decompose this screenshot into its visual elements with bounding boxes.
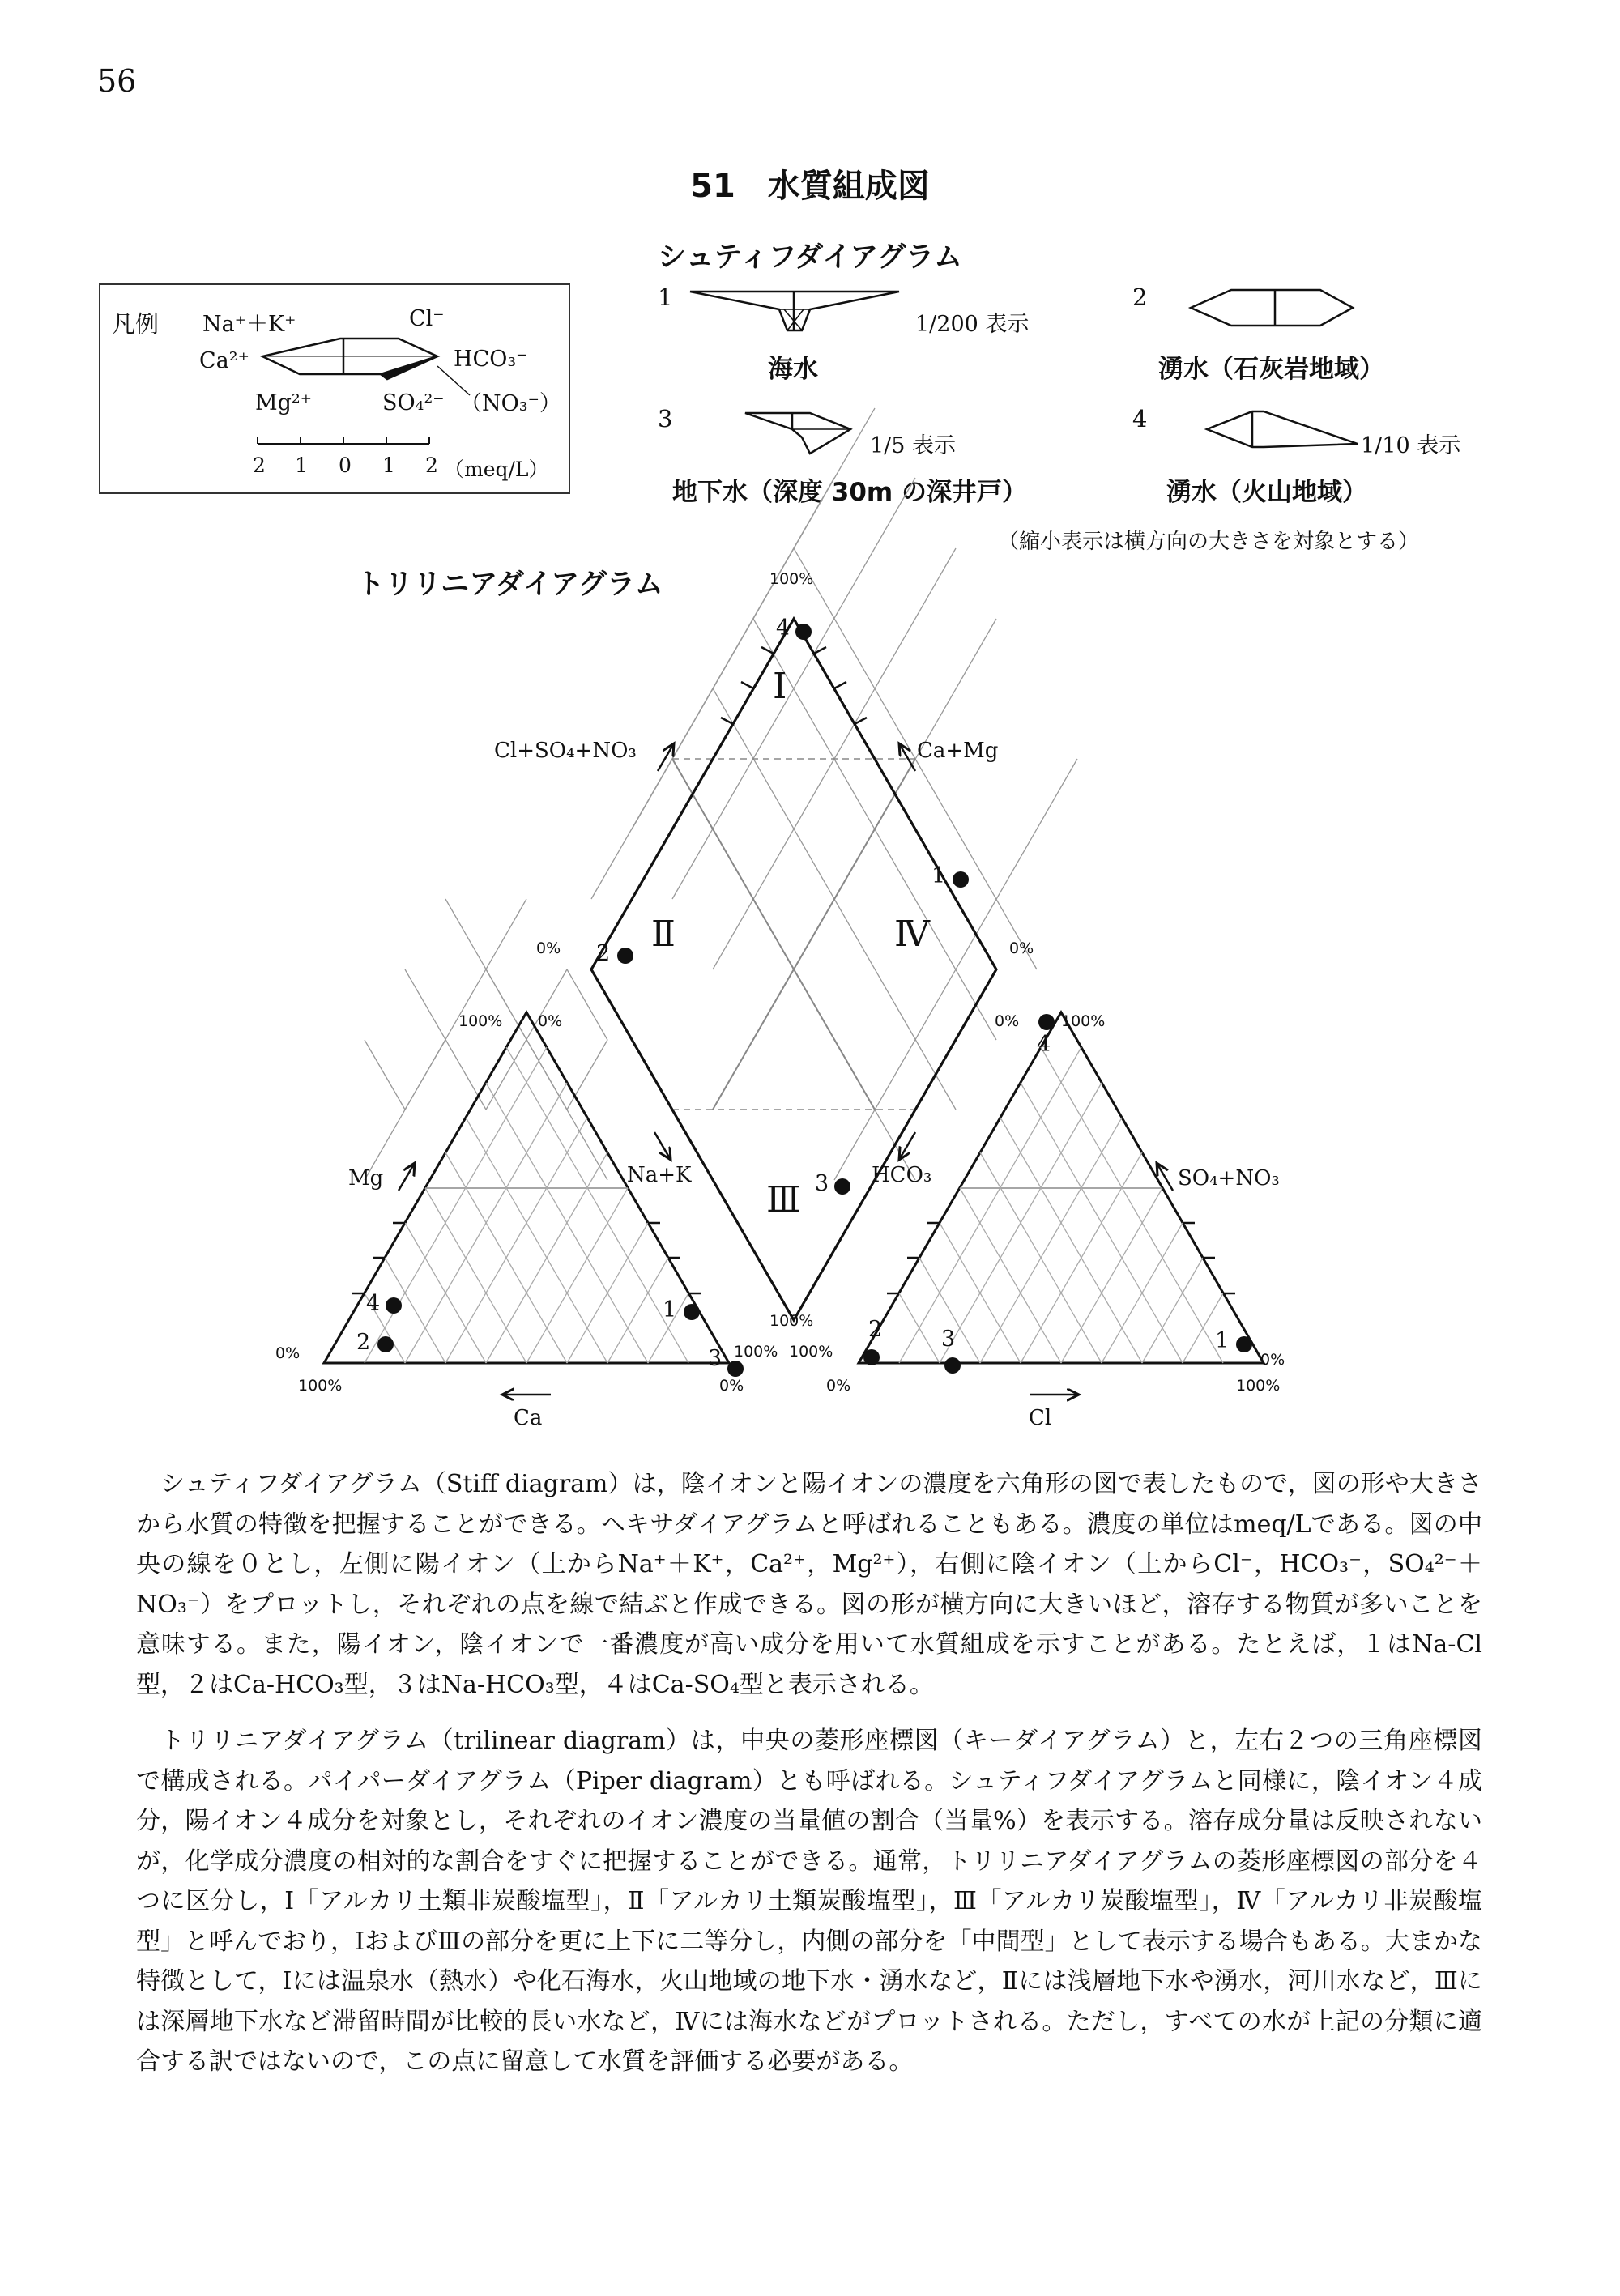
stiff-sample-scale-note: 1/5 表示 (870, 433, 957, 458)
region-III-label: Ⅲ (766, 1179, 801, 1220)
stiff-sample-scale-note: 1/10 表示 (1361, 433, 1461, 458)
stiff-sample-caption: 湧水（石灰岩地域） (1158, 355, 1384, 384)
legend-cl-label: Cl⁻ (409, 306, 445, 331)
point-label-4: 4 (776, 616, 791, 641)
legend-pointer (437, 366, 470, 395)
diamond-edge-ticks (721, 647, 867, 724)
cation-top-100-label: 100% (458, 1012, 503, 1030)
sample-point-2-cation (377, 1336, 394, 1352)
diamond-top-100-label: 100% (770, 570, 814, 588)
point-label-3: 3 (815, 1171, 829, 1196)
legend-title: 凡例 (112, 310, 160, 338)
diamond-subdivision-lines (672, 759, 915, 1110)
paragraph: シュティフダイアグラム（Stiff diagram）は，陰イオンと陽イオンの濃度を六角形の図で表したもので，図の形や大きさから水質の特徴を把握することができる。ヘキサダイアグラムと呼ばれることもある。濃度の単位はmeq/Lである。図の中央の線を０とし，左側に陽イオン（上からNa⁺＋K⁺，Ca²⁺，Mg²⁺），右側に陰イオン（上からCl⁻，HCO₃⁻，SO₄²⁻＋NO₃⁻）をプロットし，それぞれの点を線で結ぶと作成できる。図の形が横方向に大きいほど，溶存する物質が多いことを意味する。また，陽イオン，陰イオンで一番濃度が高い成分を用いて水質組成を示すことがある。たとえば，１はNa-Cl型，２はCa-HCO₃型，３はNa-HCO₃型，４はCa-SO₄型と表示される。 (136, 1470, 1482, 1699)
anion-left-100-label: 100% (789, 1343, 833, 1361)
point-label-2: 2 (596, 941, 611, 966)
stiff-diagram-title: シュティフダイアグラム (658, 241, 962, 274)
cation-left-0-label: 0% (275, 1344, 301, 1362)
stiff-sample-3-shape (745, 413, 850, 454)
cl-so4-no3-arrow (658, 743, 674, 771)
anion-edge-ticks (887, 1223, 1235, 1293)
mg-label: Mg (348, 1166, 384, 1191)
point-label-1: 1 (1215, 1328, 1230, 1353)
cation-bottom-0-label: 0% (719, 1377, 744, 1395)
diamond-region-lines (672, 759, 915, 1110)
so4-no3-label: SO₄+NO₃ (1178, 1166, 1280, 1191)
hco3-arrow (899, 1132, 915, 1160)
stiff-sample-caption: 地下水（深度 30m の深井戸） (672, 478, 1028, 507)
legend-no3-label: （NO₃⁻） (460, 391, 561, 416)
sample-point-4-anion (1038, 1014, 1055, 1030)
ca-label: Ca (514, 1406, 543, 1430)
diamond-left-0-label: 0% (536, 939, 561, 957)
anion-right-0-label: 0% (1260, 1351, 1285, 1369)
sample-point-1-cation (684, 1304, 700, 1320)
stiff-sample-number: 2 (1132, 283, 1148, 311)
stiff-sample-scale-note: 1/200 表示 (915, 312, 1030, 337)
section-title: 51 水質組成図 (690, 168, 930, 205)
stiff-footnote: （縮小表示は横方向の大きさを対象とする） (998, 530, 1420, 554)
point-label-2: 2 (356, 1330, 371, 1355)
anion-top-100-label: 100% (1061, 1012, 1106, 1030)
stiff-sample-2-shape (1191, 290, 1353, 326)
legend-scale-tick: 0 (339, 454, 352, 477)
cation-bottom-100-label: 100% (298, 1377, 343, 1395)
legend-no3-wedge (381, 356, 437, 379)
stiff-sample-4-shape (1207, 411, 1358, 447)
stiff-sample-number: 1 (658, 283, 673, 311)
hco3-label: HCO₃ (872, 1163, 932, 1187)
cation-top-0-label: 0% (538, 1012, 563, 1030)
legend-scale-tick: 1 (295, 454, 308, 477)
sample-point-4-cation (386, 1297, 402, 1314)
point-label-3: 3 (941, 1327, 956, 1352)
stiff-sample-1-shape (690, 292, 899, 330)
sample-point-4-diamond (795, 624, 812, 640)
region-IV-label: Ⅳ (894, 914, 930, 955)
stiff-sample-caption: 海水 (768, 355, 818, 384)
point-label-1: 1 (932, 863, 946, 888)
legend-na-k-label: Na⁺＋K⁺ (202, 312, 296, 337)
point-label-4: 4 (1037, 1032, 1051, 1057)
ca-mg-label: Ca+Mg (917, 739, 999, 763)
cation-triangle-inner-grid (364, 1047, 688, 1363)
legend-so4-label: SO₄²⁻ (382, 390, 445, 415)
sample-point-3-cation (727, 1361, 744, 1377)
na-k-arrow (654, 1132, 671, 1160)
stiff-sample-number: 3 (658, 405, 673, 432)
sample-point-1-diamond (953, 871, 969, 888)
cl-so4-no3-label: Cl+SO₄+NO₃ (494, 739, 637, 763)
stiff-sample-number: 4 (1132, 405, 1148, 432)
sample-point-3-anion (944, 1357, 961, 1374)
legend-hco3-label: HCO₃⁻ (454, 347, 528, 372)
legend-scale-tick: 1 (382, 454, 395, 477)
stiff-sample-caption: 湧水（火山地域） (1166, 478, 1367, 507)
anion-left-100-label: 100% (734, 1343, 778, 1361)
point-label-2: 2 (868, 1317, 883, 1342)
legend-scale-tick: 2 (425, 454, 438, 477)
point-label-4: 4 (366, 1291, 381, 1316)
point-label-1: 1 (663, 1297, 677, 1323)
legend-scale-tick: 2 (253, 454, 266, 477)
legend-mg-label: Mg²⁺ (255, 390, 313, 415)
diamond-grid (591, 408, 1077, 1180)
piper-diagram-title: トリリニアダイアグラム (356, 569, 663, 601)
sample-points (377, 624, 1252, 1377)
cation-edge-ticks (352, 1223, 701, 1293)
sample-point-1-anion (1236, 1336, 1252, 1352)
region-I-label: Ⅰ (773, 666, 787, 707)
page-number: 56 (97, 63, 137, 99)
sample-point-2-anion (863, 1349, 880, 1365)
sample-point-2-diamond (617, 948, 633, 964)
anion-bottom-100-label: 100% (1236, 1377, 1281, 1395)
axis-arrows (399, 743, 1173, 1395)
cation-triangle-grid (364, 899, 611, 1180)
sample-point-3-diamond (834, 1178, 850, 1195)
legend-ca-label: Ca²⁺ (199, 348, 249, 373)
diamond-right-0-label: 0% (1009, 939, 1034, 957)
body-text (136, 1464, 1482, 2098)
point-label-3: 3 (708, 1346, 723, 1371)
so4-no3-arrow (1157, 1163, 1173, 1191)
mg-arrow (399, 1163, 415, 1191)
legend-scale-unit: （meq/L） (444, 458, 549, 481)
legend-stiff-shape (258, 339, 470, 444)
anion-bottom-0-label: 0% (826, 1377, 851, 1395)
ca-mg-arrow (899, 743, 915, 771)
cl-label: Cl (1029, 1406, 1052, 1430)
anion-top-0-label: 0% (995, 1012, 1020, 1030)
region-II-label: Ⅱ (651, 914, 676, 955)
paragraph: トリリニアダイアグラム（trilinear diagram）は，中央の菱形座標図（キーダイアグラム）と，左右２つの三角座標図で構成される。パイパーダイアグラム（Piper diagram）とも呼ばれる。シュティフダイアグラムと同様に，陰イオン４成分，陽イオン４成分を対象とし，それぞれのイオン濃度の当量値の割合（当量%）を表示する。溶存成分量は反映されないが，化学成分濃度の相対的な割合をすぐに把握することができる。通常，トリリニアダイアグラムの菱形座標図の部分を４つに区分し，Ⅰ「アルカリ土類非炭酸塩型」，Ⅱ「アルカリ土類炭酸塩型」，Ⅲ「アルカリ炭酸塩型」，Ⅳ「アルカリ非炭酸塩型」と呼んでおり，ⅠおよびⅢの部分を更に上下に二等分し，内側の部分を「中間型」として表示する場合もある。大まかな特徴として，Ⅰには温泉水（熱水）や化石海水，火山地域の地下水・湧水など，Ⅱには浅層地下水や湧水，河川水など，Ⅲには深層地下水など滞留時間が比較的長い水など，Ⅳには海水などがプロットされる。ただし，すべての水が上記の分類に適合する訳ではないので，この点に留意して水質を評価する必要がある。 (136, 1727, 1482, 2076)
na-k-label: Na+K (627, 1163, 692, 1187)
diamond-bottom-100-label: 100% (770, 1312, 814, 1330)
